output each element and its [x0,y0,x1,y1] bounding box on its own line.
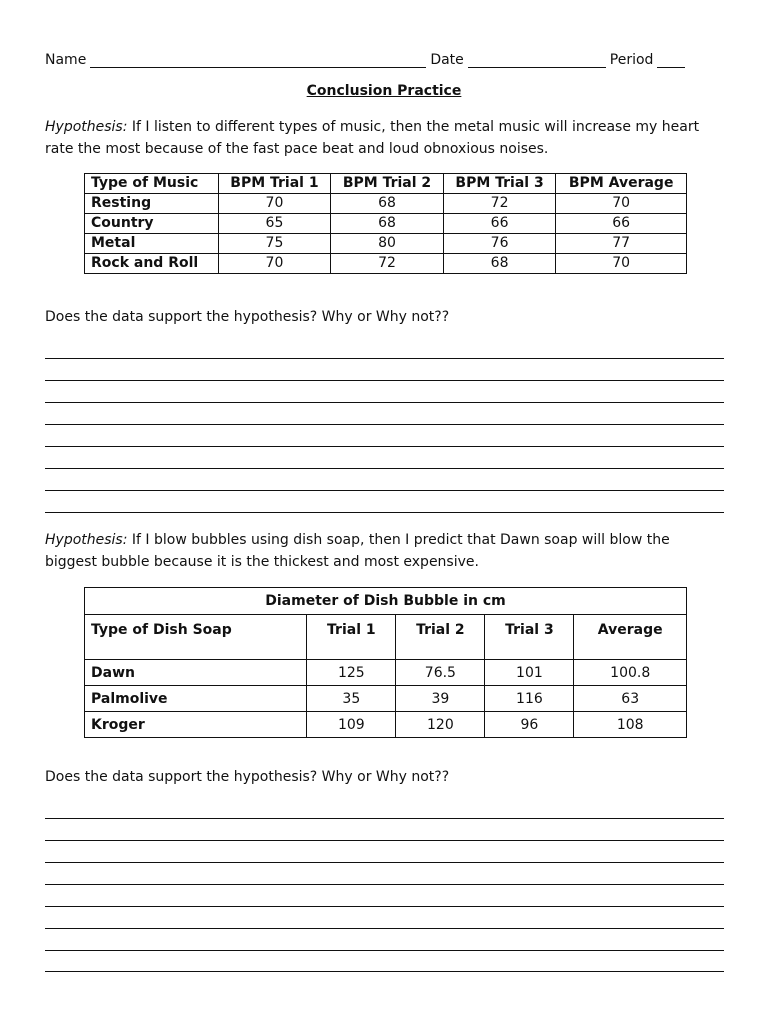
answer-line[interactable] [45,950,724,951]
column-header: BPM Trial 3 [443,174,556,194]
row-label: Rock and Roll [85,254,219,274]
column-header: BPM Trial 2 [331,174,444,194]
music-bpm-table [84,173,687,274]
date-blank[interactable] [468,53,606,68]
table-cell: 70 [556,254,687,274]
answer-line[interactable] [45,490,724,491]
hypothesis-2 [45,529,725,573]
table-row [85,660,687,686]
date-label: Date [430,52,464,68]
table-cell: 70 [218,254,331,274]
column-header: Trial 3 [485,615,574,660]
hypothesis-2-text: If I blow bubbles using dish soap, then I predict that Dawn soap will blow the biggest bubble because it is the thickest and most expensive. [45,532,670,570]
name-blank[interactable] [90,53,426,68]
answer-line[interactable] [45,446,724,447]
column-header: BPM Average [556,174,687,194]
table-cell: 68 [331,194,444,214]
table-cell: 66 [443,214,556,234]
hypothesis-1 [45,116,725,160]
column-header: BPM Trial 1 [218,174,331,194]
answer-line[interactable] [45,380,724,381]
table-row [85,214,687,234]
answer-line[interactable] [45,906,724,907]
table-cell: 72 [331,254,444,274]
table-cell: 76.5 [396,660,485,686]
hypothesis-1-label: Hypothesis: [45,119,128,135]
answer-line[interactable] [45,402,724,403]
dish-bubble-table [84,587,687,738]
row-label: Metal [85,234,219,254]
table-cell: 100.8 [574,660,687,686]
table-caption-row [85,588,687,615]
table-header-row [85,174,687,194]
question-1: Does the data support the hypothesis? Why or Why not?? [45,309,450,325]
table-cell: 39 [396,686,485,712]
hypothesis-1-text: If I listen to different types of music, then the metal music will increase my heart rate the most because of the fast pace beat and loud obnoxious noises. [45,119,700,157]
table-cell: 65 [218,214,331,234]
answer-line[interactable] [45,818,724,819]
row-label: Dawn [85,660,307,686]
table-cell: 120 [396,712,485,738]
table-row [85,234,687,254]
table-cell: 35 [307,686,396,712]
answer-line[interactable] [45,862,724,863]
table-cell: 76 [443,234,556,254]
row-label: Country [85,214,219,234]
table-cell: 70 [556,194,687,214]
table-header-row [85,615,687,660]
page-title: Conclusion Practice [306,83,462,99]
table-cell: 108 [574,712,687,738]
hypothesis-2-label: Hypothesis: [45,532,128,548]
table-cell: 109 [307,712,396,738]
table-cell: 72 [443,194,556,214]
table-cell: 68 [331,214,444,234]
answer-line[interactable] [45,840,724,841]
answer-line[interactable] [45,512,724,513]
table-row [85,712,687,738]
column-header: Type of Music [85,174,219,194]
question-2: Does the data support the hypothesis? Why or Why not?? [45,769,450,785]
column-header: Trial 1 [307,615,396,660]
table-cell: 101 [485,660,574,686]
table-cell: 96 [485,712,574,738]
answer-line[interactable] [45,358,724,359]
table-cell: 80 [331,234,444,254]
table-row [85,254,687,274]
table-cell: 68 [443,254,556,274]
period-blank[interactable] [657,53,685,68]
answer-line[interactable] [45,424,724,425]
table-caption: Diameter of Dish Bubble in cm [85,588,687,615]
table-cell: 70 [218,194,331,214]
table-cell: 125 [307,660,396,686]
column-header: Trial 2 [396,615,485,660]
table-row [85,194,687,214]
column-header: Average [574,615,687,660]
answer-line[interactable] [45,971,724,972]
table-cell: 77 [556,234,687,254]
table-cell: 116 [485,686,574,712]
row-label: Kroger [85,712,307,738]
row-label: Palmolive [85,686,307,712]
answer-line[interactable] [45,928,724,929]
table-cell: 66 [556,214,687,234]
row-label: Resting [85,194,219,214]
table-cell: 75 [218,234,331,254]
period-label: Period [609,52,654,68]
table-cell: 63 [574,686,687,712]
answer-line[interactable] [45,468,724,469]
table-row [85,686,687,712]
column-header: Type of Dish Soap [85,615,307,660]
header-row [45,48,707,68]
answer-line[interactable] [45,884,724,885]
name-label: Name [45,52,87,68]
